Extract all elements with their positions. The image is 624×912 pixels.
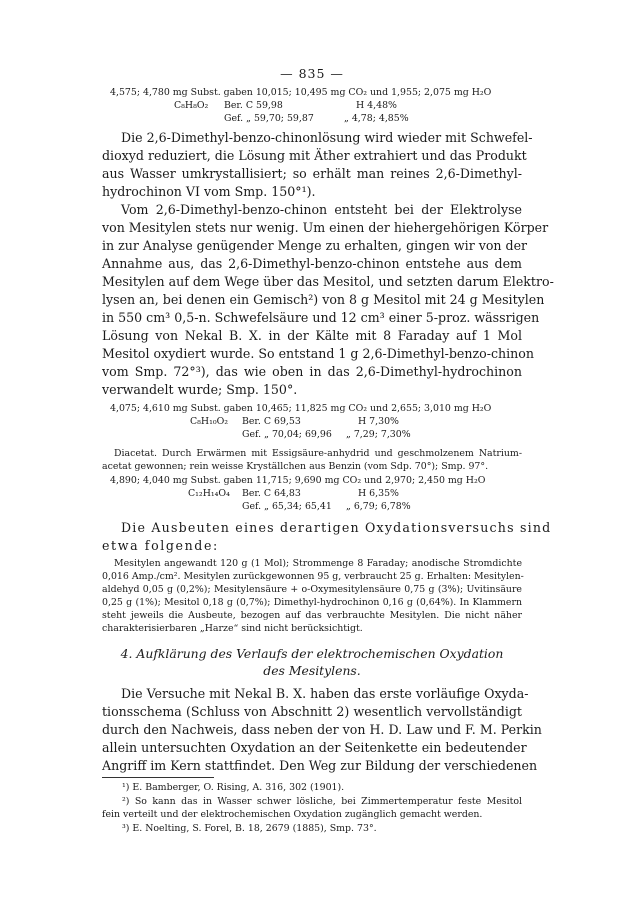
analysis-2-line: 4,075; 4,610 mg Subst. gaben 10,465; 11,825 mg CO₂ und 2,655; 3,010 mg H₂O	[110, 403, 492, 414]
analysis-3-formula: C₁₂H₁₄O₄	[188, 488, 230, 499]
section-title-line-1: 4. Aufklärung des Verlaufs der elektrochemischen Oxydation	[120, 646, 504, 661]
analysis-1-gef-h: „ 4,78; 4,85%	[344, 113, 409, 124]
footnote-2-line-2: fein verteilt und der elektrochemischen Oxydation zugänglich gemacht werden.	[102, 809, 483, 820]
yields-line-4: 0,25 g (1%); Mesitol 0,18 g (0,7%); Dimethyl-hydrochinon 0,16 g (0,64%). In Klammern	[102, 597, 522, 608]
analysis-1-ber: Ber. C 59,98	[224, 100, 283, 111]
para-3-line-4: allein untersuchten Oxydation an der Seitenkette ein bedeutender	[102, 740, 527, 755]
analysis-1-gef: Gef. „ 59,70; 59,87	[224, 113, 314, 124]
para-3-line-2: tionsschema (Schluss von Abschnitt 2) wesentlich vervollständigt	[102, 704, 522, 719]
analysis-2-ber-h: H 7,30%	[358, 416, 399, 427]
footnote-1: ¹) E. Bamberger, O. Rising, A. 316, 302 (1901).	[122, 782, 345, 793]
analysis-1-ber-h: H 4,48%	[356, 100, 397, 111]
analysis-2-ber: Ber. C 69,53	[242, 416, 301, 427]
yields-line-2: 0,016 Amp./cm². Mesitylen zurückgewonnen 95 g, verbraucht 25 g. Erhalten: Mesitylen-	[102, 571, 524, 582]
para-3-line-5: Angriff im Kern stattfindet. Den Weg zur Bildung der verschiedenen	[102, 758, 538, 773]
footnote-3: ³) E. Noelting, S. Forel, B. 18, 2679 (1885), Smp. 73°.	[122, 823, 377, 834]
para-1-line-4: hydrochinon VI vom Smp. 150°¹).	[102, 184, 316, 199]
para-3-line-1: Die Versuche mit Nekal B. X. haben das erste vorläufige Oxyda-	[121, 686, 529, 701]
analysis-2-gef-h: „ 7,29; 7,30%	[346, 429, 411, 440]
analysis-1-formula: C₈H₈O₂	[174, 100, 209, 111]
analysis-2-formula: C₈H₁₀O₂	[190, 416, 229, 427]
para-2-line-3: in zur Analyse genügender Menge zu erhalten, gingen wir von der	[102, 238, 528, 253]
para-2-line-8: Lösung von Nekal B. X. in der Kälte mit 8 Faraday auf 1 Mol	[102, 328, 522, 343]
analysis-3-line: 4,890; 4,040 mg Subst. gaben 11,715; 9,690 mg CO₂ und 2,970; 2,450 mg H₂O	[110, 475, 486, 486]
diacetat-line-2: acetat gewonnen; rein weisse Kryställchen aus Benzin (vom Sdp. 70°); Smp. 97°.	[102, 461, 489, 472]
footnote-rule	[102, 777, 214, 778]
ausbeuten-line-1: Die Ausbeuten eines derartigen Oxydationsversuchs sind	[121, 520, 552, 535]
yields-line-1: Mesitylen angewandt 120 g (1 Mol); Strommenge 8 Faraday; anodische Stromdichte	[114, 558, 522, 569]
analysis-1-line: 4,575; 4,780 mg Subst. gaben 10,015; 10,495 mg CO₂ und 1,955; 2,075 mg H₂O	[110, 87, 492, 98]
para-2-line-7: in 550 cm³ 0,5-n. Schwefelsäure und 12 cm³ einer 5-proz. wässrigen	[102, 310, 540, 325]
yields-line-5: steht jeweils die Ausbeute, bezogen auf das verbrauchte Mesitylen. Die nicht näher	[102, 610, 522, 621]
yields-line-3: aldehyd 0,05 g (0,2%); Mesitylensäure + o-Oxymesitylensäure 0,75 g (3%); Uvitinsäure	[102, 584, 522, 595]
para-1-line-3: aus Wasser umkrystallisiert; so erhält man reines 2,6-Dimethyl-	[102, 166, 522, 181]
analysis-3-ber-h: H 6,35%	[358, 488, 399, 499]
para-2-line-4: Annahme aus, das 2,6-Dimethyl-benzo-chinon entstehe aus dem	[102, 256, 522, 271]
yields-line-6: charakterisierbaren „Harze“ sind nicht berücksichtigt.	[102, 623, 363, 634]
para-1-line-1: Die 2,6-Dimethyl-benzo-chinonlösung wird wieder mit Schwefel-	[121, 130, 533, 145]
analysis-3-gef: Gef. „ 65,34; 65,41	[242, 501, 332, 512]
diacetat-line-1: Diacetat. Durch Erwärmen mit Essigsäure-anhydrid und geschmolzenem Natrium-	[114, 448, 522, 459]
section-title-line-2: des Mesitylens.	[263, 663, 361, 678]
para-2-line-6: lysen an, bei denen ein Gemisch²) von 8 g Mesitol mit 24 g Mesitylen	[102, 292, 545, 307]
para-2-line-9: Mesitol oxydiert wurde. So entstand 1 g 2,6-Dimethyl-benzo-chinon	[102, 346, 534, 361]
analysis-2-gef: Gef. „ 70,04; 69,96	[242, 429, 332, 440]
analysis-3-gef-h: „ 6,79; 6,78%	[346, 501, 411, 512]
analysis-3-ber: Ber. C 64,83	[242, 488, 301, 499]
para-2-line-2: von Mesitylen stets nur wenig. Um einen der hiehergehörigen Körper	[102, 220, 549, 235]
para-2-line-10: vom Smp. 72°³), das wie oben in das 2,6-Dimethyl-hydrochinon	[102, 364, 522, 379]
page-number: — 835 —	[280, 66, 344, 81]
para-3-line-3: durch den Nachweis, dass neben der von H. D. Law und F. M. Perkin	[102, 722, 542, 737]
ausbeuten-line-2: etwa folgende:	[102, 538, 219, 553]
para-1-line-2: dioxyd reduziert, die Lösung mit Äther extrahiert und das Produkt	[102, 148, 527, 163]
para-2-line-11: verwandelt wurde; Smp. 150°.	[102, 382, 298, 397]
para-2-line-5: Mesitylen auf dem Wege über das Mesitol, und setzten darum Elektro-	[102, 274, 554, 289]
footnote-2-line-1: ²) So kann das in Wasser schwer lösliche, bei Zimmertemperatur feste Mesitol	[122, 796, 522, 807]
para-2-line-1: Vom 2,6-Dimethyl-benzo-chinon entsteht bei der Elektrolyse	[121, 202, 522, 217]
